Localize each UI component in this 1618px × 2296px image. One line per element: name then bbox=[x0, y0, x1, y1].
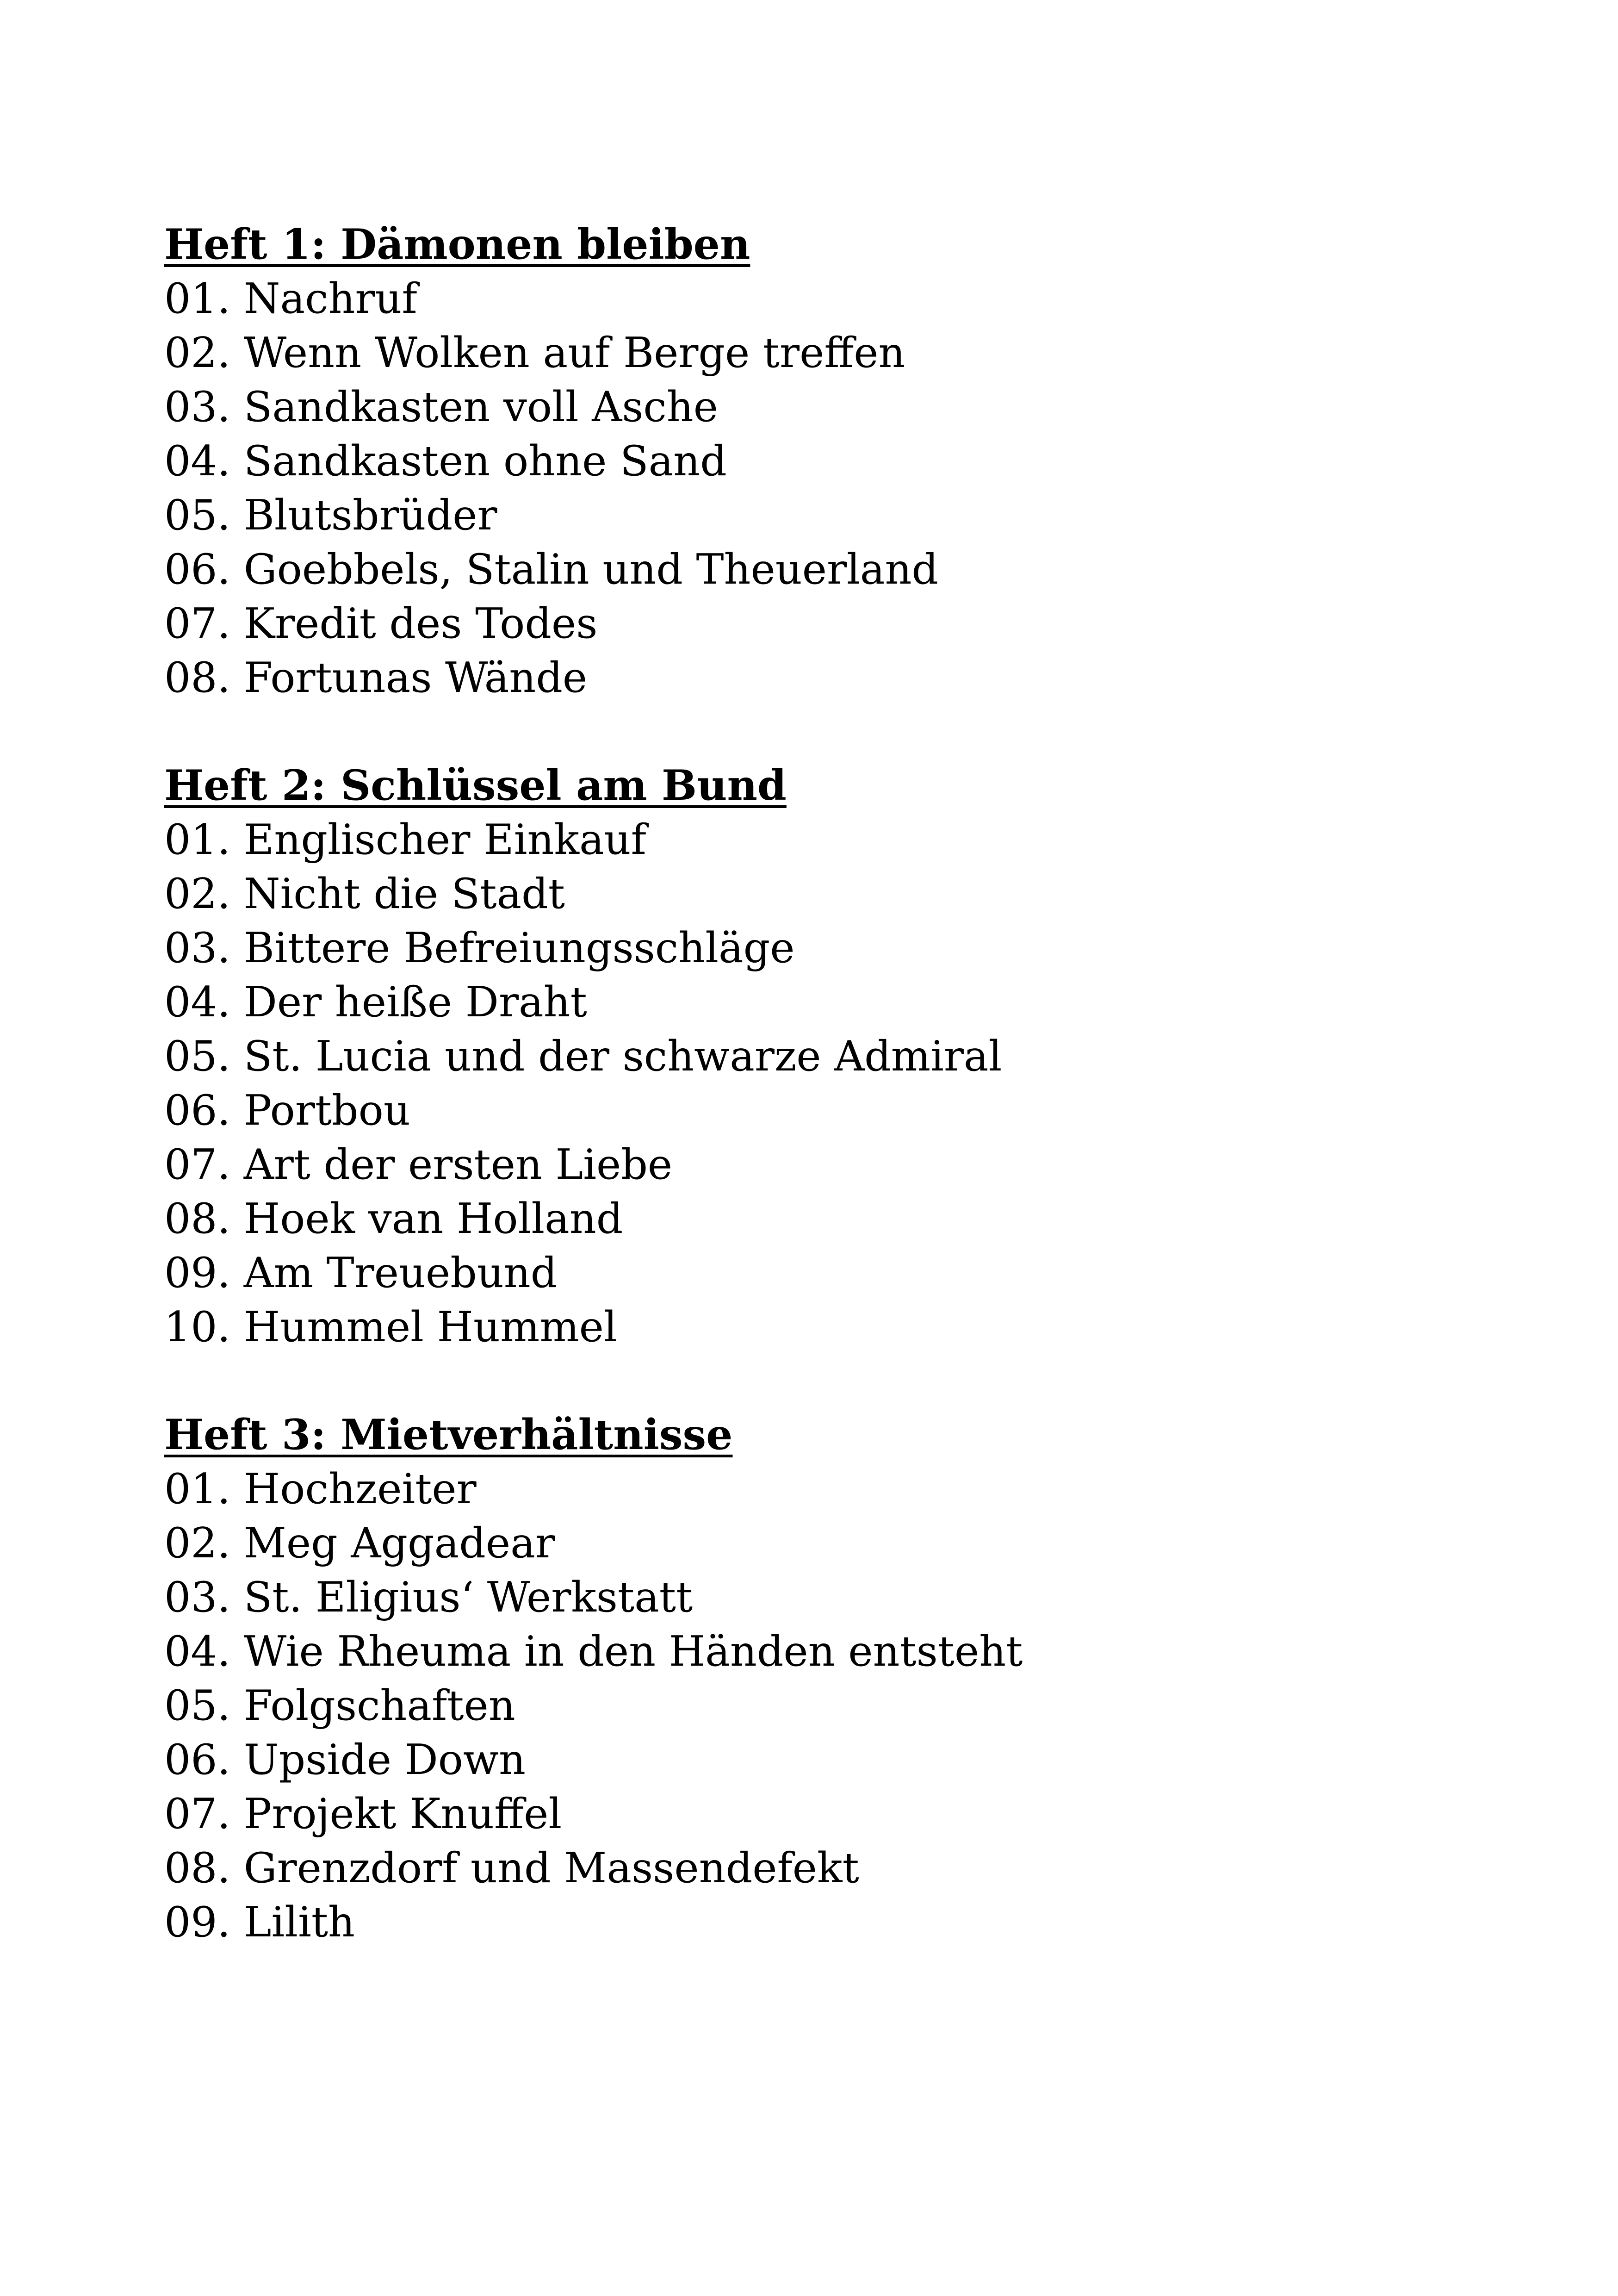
list-item: 08. Grenzdorf und Massendefekt bbox=[164, 1844, 859, 1892]
entry-list bbox=[164, 272, 1552, 705]
list-item: 10. Hummel Hummel bbox=[164, 1303, 617, 1351]
list-item: 03. Sandkasten voll Asche bbox=[164, 383, 719, 431]
section-title: Heft 3: Mietverhältnisse bbox=[164, 1410, 733, 1459]
list-item: 07. Kredit des Todes bbox=[164, 599, 598, 648]
list-item: 08. Fortunas Wände bbox=[164, 653, 588, 702]
list-item: 09. Lilith bbox=[164, 1898, 355, 1947]
section-heft-1 bbox=[164, 218, 1552, 705]
section-title: Heft 1: Dämonen bleiben bbox=[164, 220, 750, 269]
list-item: 06. Goebbels, Stalin und Theuerland bbox=[164, 545, 939, 594]
section-heft-2 bbox=[164, 759, 1552, 1354]
list-item: 06. Upside Down bbox=[164, 1736, 526, 1784]
list-item: 05. Folgschaften bbox=[164, 1681, 515, 1730]
entry-list bbox=[164, 813, 1552, 1354]
list-item: 04. Wie Rheuma in den Händen entsteht bbox=[164, 1627, 1023, 1676]
list-item: 01. Nachruf bbox=[164, 274, 417, 323]
list-item: 05. St. Lucia und der schwarze Admiral bbox=[164, 1032, 1002, 1081]
list-item: 02. Nicht die Stadt bbox=[164, 870, 565, 918]
list-item: 09. Am Treuebund bbox=[164, 1249, 558, 1297]
list-item: 04. Sandkasten ohne Sand bbox=[164, 437, 727, 485]
list-item: 07. Art der ersten Liebe bbox=[164, 1140, 673, 1189]
list-item: 03. St. Eligius‘ Werkstatt bbox=[164, 1573, 693, 1622]
list-item: 02. Meg Aggadear bbox=[164, 1519, 555, 1568]
list-item: 07. Projekt Knuffel bbox=[164, 1790, 562, 1838]
list-item: 08. Hoek van Holland bbox=[164, 1195, 623, 1243]
entry-list bbox=[164, 1462, 1552, 1949]
list-item: 03. Bittere Befreiungsschläge bbox=[164, 924, 795, 972]
list-item: 01. Hochzeiter bbox=[164, 1465, 477, 1513]
list-item: 02. Wenn Wolken auf Berge treffen bbox=[164, 329, 905, 377]
list-item: 04. Der heiße Draht bbox=[164, 978, 587, 1027]
section-heft-3 bbox=[164, 1408, 1552, 1949]
list-item: 06. Portbou bbox=[164, 1086, 410, 1135]
document-body bbox=[164, 218, 1552, 2003]
list-item: 05. Blutsbrüder bbox=[164, 491, 497, 540]
section-title: Heft 2: Schlüssel am Bund bbox=[164, 761, 787, 810]
list-item: 01. Englischer Einkauf bbox=[164, 815, 646, 864]
